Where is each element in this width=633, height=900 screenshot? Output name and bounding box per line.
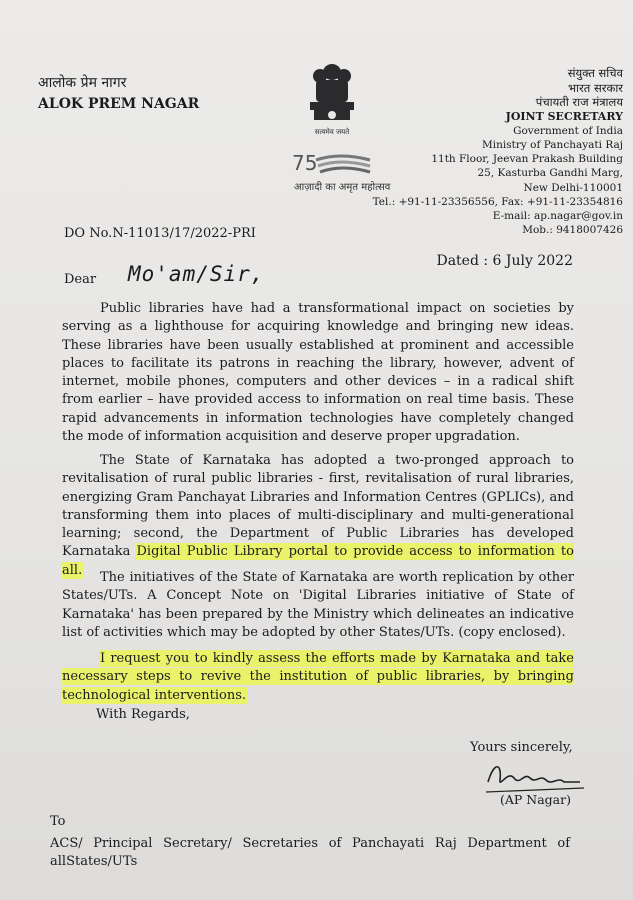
paragraph-4-highlight: I request you to kindly assess the efforts made by Karnataka and take necessary steps to revive the institution of public libraries, by bringing technological interventions. xyxy=(62,651,574,703)
body-paragraph-4 xyxy=(62,650,574,705)
address-line-3: New Delhi-110001 xyxy=(523,181,623,194)
azadi-text: आज़ादी का अमृत महोत्सव xyxy=(294,182,391,193)
paragraph-2-text: The State of Karnataka has adopted a two-pronged approach to revitalisation of rural public libraries - first, revitalisation of rural libraries, energizing Gram Panchayat Libraries and Information Centres (GPLICs), and transforming them into places of multi-disciplinary and multi-generational learning; second, the Department of Public Libraries has developed Karnataka xyxy=(62,453,574,560)
body-paragraph-3 xyxy=(62,569,574,642)
designation: JOINT SECRETARY xyxy=(505,109,623,123)
yours-sincerely: Yours sincerely, xyxy=(470,740,573,755)
letter-date: Dated : 6 July 2022 xyxy=(436,253,573,269)
greeting: Dear xyxy=(64,272,97,287)
address-line-2: 25, Kasturba Gandhi Marg, xyxy=(477,167,623,180)
body-paragraph-2 xyxy=(62,452,574,580)
azadi-number: 75 xyxy=(292,151,318,175)
government: Government of India xyxy=(513,124,623,137)
signatory-name: (AP Nagar) xyxy=(500,792,571,807)
to-label: To xyxy=(50,814,66,829)
sender-name: ALOK PREM NAGAR xyxy=(38,96,200,112)
paragraph-2-highlight: Digital Public Library portal to provide access to information to all. xyxy=(62,544,574,578)
paragraph-3-text: The initiatives of the State of Karnataka are worth replication by other States/UTs. A Concept Note on 'Digital Libraries initiative of State of Karnataka' has been prepared by the Ministry which delineates an indicative list of activities which may be adopted by other States/UTs. (copy enclosed). xyxy=(62,570,574,640)
address-line-1: 11th Floor, Jeevan Prakash Building xyxy=(431,153,623,166)
emblem-motto: सत्यमेव जयते xyxy=(314,128,350,136)
sender-name-hindi: आलोक प्रेम नागर xyxy=(38,75,127,91)
recipient-address: ACS/ Principal Secretary/ Secretaries of Panchayati Raj Department of allStates/UTs xyxy=(50,836,570,869)
state-emblem-icon xyxy=(296,60,368,148)
closing: With Regards, xyxy=(96,707,190,722)
government-hindi: भारत सरकार xyxy=(568,80,623,95)
handwritten-salutation: Mo'am/Sir, xyxy=(128,262,265,286)
mobile: Mob.: 9418007426 xyxy=(522,224,623,237)
email: E-mail: ap.nagar@gov.in xyxy=(492,209,623,222)
reference-number: DO No.N-11013/17/2022-PRI xyxy=(64,226,256,241)
phone-fax: Tel.: +91-11-23356556, Fax: +91-11-23354816 xyxy=(372,195,623,208)
designation-hindi: संयुक्त सचिव xyxy=(567,66,623,80)
ministry: Ministry of Panchayati Raj xyxy=(482,138,623,151)
sender-office-block xyxy=(373,66,623,237)
paragraph-1-text: Public libraries have had a transformational impact on societies by serving as a lighthouse for acquiring knowledge and bringing new ideas. These libraries have been usually established at prominent and accessible places to facilitate its patrons in reaching the library, however, advent of internet, mobile phones, computers and other devices – in a radical shift from earlier – have provided access to information on real time basis. These rapid advancements in information technologies have completely changed the mode of information acquisition and deserve proper upgradation. xyxy=(62,301,574,445)
body-paragraph-1 xyxy=(62,300,574,446)
ministry-hindi: पंचायती राज मंत्रालय xyxy=(535,95,623,109)
azadi-logo-icon xyxy=(290,150,391,206)
